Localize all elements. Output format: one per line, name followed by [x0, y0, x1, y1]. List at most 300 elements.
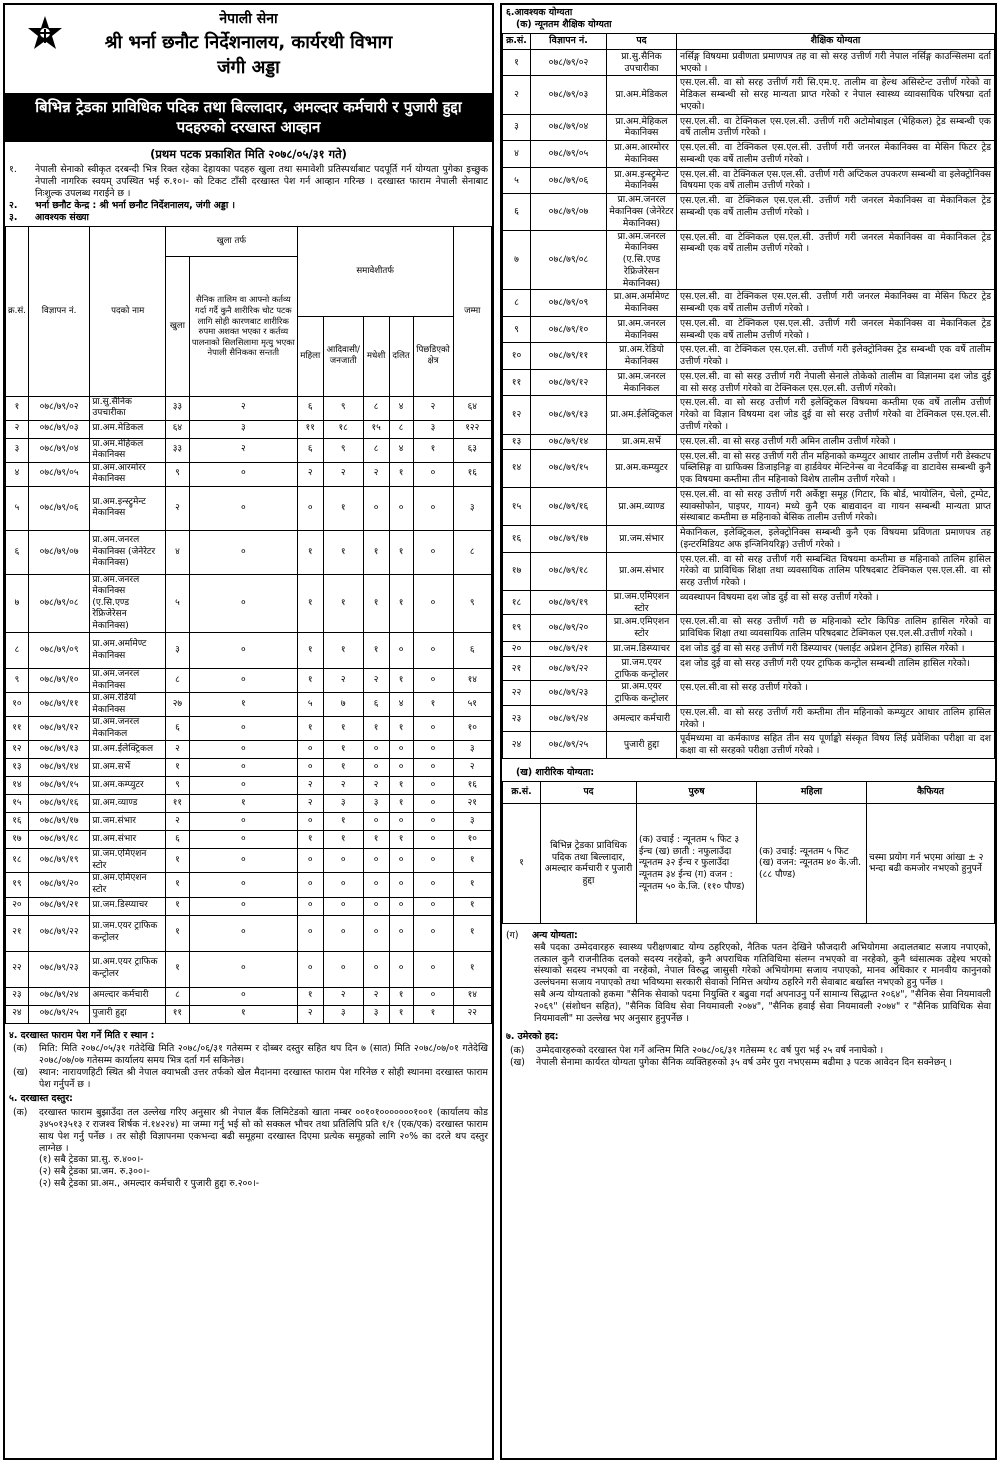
- post-cell: प्रा.अम.आरमोरर मेकानिक्स: [90, 462, 166, 486]
- item-text: दरखास्त फाराम बुझाउँदा तल उल्लेख गरिए अनुसार श्री नेपाल बैंक लिमिटेडको खाता नम्बर ००१०१०००००००१००१ (कार्यालय कोड ३४५०१३५१३ र राजश्व शिर्षक नं.१४२२४) मा जम्मा गर्नु भई सो को सक्कल भौचर तथा प्रतिलिपि प्रति १/१ (एक/एक) दरखास्त फाराम साथ पेश गर्नु पर्नेछ । तर सोही विज्ञापनमा एकभन्दा बढी समूहमा दरखास्त दिएमा प्रत्येक समूहको लागि २०% का दरले थप दस्तुर लाग्नेछ ।: [39, 1106, 488, 1154]
- martyr-cell: ०: [189, 987, 297, 1005]
- col-female: महिला: [757, 781, 867, 803]
- post-cell: पुजारी हुद्दा: [607, 732, 677, 759]
- sn-cell: १४: [6, 777, 29, 795]
- backward-cell: १: [413, 1005, 453, 1023]
- qualification-cell: एस.एल.सी.वा सो सरह उत्तीर्ण गरी छ महिनाको स्टोर किपिङ तालिम हासिल गरेको वा प्राविधिक शिक्षा तथा व्यवसायिक तालिम परिषदबाट टेक्निकल एस.एल.सी.उत्तीर्ण गरेको ।: [677, 615, 995, 642]
- col-qualification: शैक्षिक योग्यता: [677, 33, 995, 49]
- sn-cell: १६: [503, 526, 531, 553]
- adibasi-cell: २: [323, 462, 363, 486]
- backward-cell: ०: [413, 915, 453, 951]
- section-6-title: ६.आवश्यक योग्यता: [506, 7, 573, 18]
- item-text: (२) सबै ट्रेडका प्रा.अम., अमल्दार कर्मचारी र पुजारी हुद्दा रु.२००।-: [39, 1178, 260, 1190]
- fee-item-2: [5, 1166, 492, 1178]
- intro-item-3: [5, 212, 492, 224]
- item-number: (ग): [506, 929, 519, 941]
- total-cell: ६: [453, 633, 492, 669]
- dalit-cell: ४: [389, 396, 413, 420]
- adibasi-cell: १: [323, 759, 363, 777]
- madhesi-cell: २: [363, 987, 389, 1005]
- open-cell: ६: [165, 831, 189, 849]
- adv-cell: ०७८/७९/१८: [28, 831, 89, 849]
- total-cell: १२२: [453, 420, 492, 438]
- martyr-cell: ०: [189, 777, 297, 795]
- dalit-cell: १: [389, 1005, 413, 1023]
- dalit-cell: १: [389, 717, 413, 741]
- other-text-2: [502, 989, 995, 1025]
- sn-cell: २०: [6, 897, 29, 915]
- women-cell: ११: [297, 420, 323, 438]
- item-text: उम्मेदवारहरुको दरखास्त पेश गर्ने अन्तिम मिति २०७८/०६/३१ गतेसम्म १८ वर्ष पुरा भई २५ वर्ष ननाघेको ।: [536, 1044, 884, 1056]
- table-row: [6, 951, 492, 987]
- table-row: [503, 194, 995, 230]
- qualification-cell: एस.एल.सी. वा सो सरह उत्तीर्ण गरी सि.एम.ए. तालीम वा हेल्थ असिस्टेन्ट उत्तीर्ण गरेको वा मेडिकल सम्बन्धी सो सरह मान्यता प्राप्त गरेको र नेपाल स्वास्थ्य व्यावसायिक परिषद्मा दर्ता भएको।: [677, 76, 995, 114]
- col-adv: विज्ञापन नं.: [28, 226, 89, 396]
- item-text: (१) सबै ट्रेडका प्रा.सु. रु.४००।-: [39, 1154, 144, 1166]
- post-cell: प्रा.जम.संभार: [90, 813, 166, 831]
- madhesi-cell: १: [363, 530, 389, 574]
- martyr-cell: ०: [189, 530, 297, 574]
- col-backward: पिछडिएको क्षेत्र: [413, 316, 453, 396]
- table-row: [503, 590, 995, 615]
- backward-cell: ०: [413, 813, 453, 831]
- sn-cell: १२: [503, 396, 531, 434]
- item-number: (ख): [13, 1067, 28, 1079]
- adv-cell: ०७८/७९/२४: [28, 987, 89, 1005]
- adibasi-cell: ९: [323, 396, 363, 420]
- item-text: स्थान: नारायणहिटी स्थित श्री नेपाल क्याभल्री उत्तर तर्फको खेल मैदानमा दरखास्त फाराम पेश गरिनेछ र सोही स्थानमा दरखास्त फाराम पेश गर्नुपर्ने छ ।: [39, 1067, 488, 1091]
- dalit-cell: ०: [389, 741, 413, 759]
- fee-item-3: [5, 1178, 492, 1190]
- table-row: [6, 813, 492, 831]
- martyr-cell: ०: [189, 486, 297, 530]
- madhesi-cell: २: [363, 669, 389, 693]
- open-cell: ६४: [165, 420, 189, 438]
- col-remark: कैफियत: [867, 781, 995, 803]
- dept-name: श्री भर्ना छनौट निर्देशनालय, कार्यरथी विभाग: [104, 31, 393, 53]
- table-row: [6, 633, 492, 669]
- qualification-body: [503, 49, 995, 758]
- women-cell: ६: [297, 438, 323, 462]
- backward-cell: ०: [413, 574, 453, 633]
- sn-cell: १९: [6, 873, 29, 897]
- item-text: सबै अन्य योग्यताको हकमा "सैनिक सेवाको पदमा नियुक्ति र बढुवा गर्दा अपनाउनु पर्ने सामान्य सिद्धान्त २०६४", "सैनिक सेवा नियमावली २०६९" (संशोधन सहित), "सैनिक विविध सेवा नियमावली २०७४", "सैनिक हवाई सेवा नियमावली २०७४" र "सैनिक प्राविधिक सेवा नियमावली" मा उल्लेख भए अनुसार हुनुपर्नेछ ।: [534, 989, 991, 1025]
- sn-cell: ९: [503, 316, 531, 343]
- total-cell: ३: [453, 813, 492, 831]
- madhesi-cell: ८: [363, 438, 389, 462]
- post-cell: प्रा.सु.सैनिक उपचारीका: [90, 396, 166, 420]
- section-5-item-a: [5, 1107, 492, 1155]
- adv-cell: ०७८/७९/०४: [531, 114, 607, 141]
- col-post: पद: [541, 781, 637, 803]
- table-row: [503, 732, 995, 759]
- post-cell: प्रा.अम.एमिएशन स्टोर: [607, 615, 677, 642]
- backward-cell: ०: [413, 530, 453, 574]
- backward-cell: २: [413, 396, 453, 420]
- adv-cell: ०७८/७९/२२: [28, 915, 89, 951]
- qualification-cell: एस.एल.सी. वा टेक्निकल एस.एल.सी. उत्तीर्ण गरी अटोमोबाइल (भेहिकल) ट्रेड सम्बन्धी एक वर्षे तालीम उत्तीर्ण गरेको ।: [677, 114, 995, 141]
- sn-cell: १५: [6, 795, 29, 813]
- madhesi-cell: ०: [363, 486, 389, 530]
- dalit-cell: ४: [389, 693, 413, 717]
- madhesi-cell: ०: [363, 813, 389, 831]
- left-column: [3, 3, 494, 1460]
- item-text: मिति: मिति २०७८/०५/३१ गतेदेखि मिति २०७८/०६/३१ गतेसम्म र दोब्बर दस्तुर सहित थप दिन ७ (सात) मिति २०७८/०७/०१ गतेदेखि २०७८/०७/०७ गतेसम्म कार्यालय समय भित्र दर्ता गर्न सकिनेछ।: [39, 1043, 488, 1067]
- women-cell: ६: [297, 396, 323, 420]
- adv-cell: ०७८/७९/१६: [28, 795, 89, 813]
- backward-cell: ०: [413, 987, 453, 1005]
- women-cell: ०: [297, 741, 323, 759]
- adibasi-cell: २: [323, 669, 363, 693]
- qualification-cell: पूर्वमध्यमा वा कर्मकाण्ड सहित तीन सय पूर्णाङ्को संस्कृत विषय लिई प्रवेशिका परीक्षा वा दश कक्षा वा सो सरहको परीक्षा उत्तीर्ण गरेको ।: [677, 732, 995, 759]
- backward-cell: ०: [413, 669, 453, 693]
- total-cell: ३: [453, 486, 492, 530]
- women-cell: ०: [297, 897, 323, 915]
- adv-cell: ०७८/७९/२३: [531, 681, 607, 706]
- backward-cell: ०: [413, 897, 453, 915]
- total-cell: २: [453, 759, 492, 777]
- qualification-cell: व्यवस्थापन विषयमा दश जोड दुई वा सो सरह उत्तीर्ण गरेको ।: [677, 590, 995, 615]
- total-cell: १६: [453, 462, 492, 486]
- backward-cell: ०: [413, 831, 453, 849]
- right-column: [500, 3, 997, 1460]
- item-number: २.: [9, 199, 18, 211]
- table-row: [503, 803, 995, 923]
- sn-cell: १६: [6, 813, 29, 831]
- section-4-item-b: [5, 1067, 492, 1091]
- adibasi-cell: ७: [323, 693, 363, 717]
- sn-cell: ३: [503, 114, 531, 141]
- sn-cell: १५: [503, 487, 531, 525]
- section-6-subtitle: (क) न्यूनतम शैक्षिक योग्यता: [516, 18, 612, 30]
- fee-item-1: [5, 1154, 492, 1166]
- adv-cell: ०७८/७९/१३: [28, 741, 89, 759]
- adv-cell: ०७८/७९/१७: [28, 813, 89, 831]
- madhesi-cell: ३: [363, 795, 389, 813]
- adv-cell: ०७८/७९/११: [531, 343, 607, 370]
- qualification-cell: एस.एल.सी. वा सो सरह उत्तीर्ण गरी अर्केष्ट्रा समूह (गिटार, कि बोर्ड, भायोलिन, चेलो, ट्रम्पेट, स्याक्सोफोन, पाइपर, गायन) मध्ये कुनै एक बाद्यवादन वा गायन सम्बन्धी मान्यता प्राप्त संस्थाबाट कम्तीमा छ महिनाको बेसिक तालीम उत्तीर्ण गरेको।: [677, 487, 995, 525]
- table-row: [503, 434, 995, 449]
- adv-cell: ०७८/७९/१८: [531, 552, 607, 590]
- women-cell: २: [297, 1005, 323, 1023]
- martyr-cell: ०: [189, 759, 297, 777]
- dalit-cell: ०: [389, 915, 413, 951]
- physical-title: (ख) शारीरिक योग्यता:: [516, 766, 595, 778]
- dalit-cell: ०: [389, 849, 413, 873]
- other-title: अन्य योग्यता:: [532, 929, 578, 941]
- qualification-cell: मेकानिकल, इलेक्ट्रिकल, इलेक्ट्रोनिक्स सम्बन्धी कुनै एक विषयमा प्रविणता प्रमाणपत्र तह (इन्टरमिडियट अफ इन्जिनियरिङ्ग) उत्तीर्ण गरेको ।: [677, 526, 995, 553]
- qualification-cell: नर्सिङ्ग विषयमा प्रवीणता प्रमाणपत्र तह वा सो सरह उत्तीर्ण गरी नेपाल नर्सिङ्ग काउन्सिलमा दर्ता भएको ।: [677, 49, 995, 76]
- martyr-cell: १: [189, 795, 297, 813]
- post-cell: प्रा.अम.मेहिकल मेकानिक्स: [90, 438, 166, 462]
- adv-cell: ०७८/७९/०३: [531, 76, 607, 114]
- post-cell: प्रा.अम.संभार: [607, 552, 677, 590]
- madhesi-cell: ०: [363, 951, 389, 987]
- intro-item-1: [5, 164, 492, 200]
- open-cell: ८: [165, 987, 189, 1005]
- sn-cell: ४: [6, 462, 29, 486]
- sn-cell: १८: [6, 849, 29, 873]
- adibasi-cell: १: [323, 831, 363, 849]
- total-cell: १: [453, 849, 492, 873]
- open-cell: ३: [165, 633, 189, 669]
- col-madhesi: मधेशी: [363, 316, 389, 396]
- sn-cell: १८: [503, 590, 531, 615]
- adv-cell: ०७८/७९/१९: [28, 849, 89, 873]
- adv-cell: ०७८/७९/०४: [28, 438, 89, 462]
- adibasi-cell: १: [323, 530, 363, 574]
- martyr-cell: ०: [189, 669, 297, 693]
- backward-cell: ०: [413, 777, 453, 795]
- item-number: (क): [510, 1044, 525, 1056]
- sn-cell: १३: [6, 759, 29, 777]
- adv-cell: ०७८/७९/०५: [531, 141, 607, 168]
- sn-cell: १०: [6, 693, 29, 717]
- item-number: १.: [9, 164, 17, 176]
- madhesi-cell: ०: [363, 759, 389, 777]
- open-cell: २: [165, 813, 189, 831]
- backward-cell: ०: [413, 633, 453, 669]
- qualification-cell: एस.एल.सी. वा टेक्निकल एस.एल.सी. उत्तीर्ण गरी अप्टिकल उपकरण सम्बन्धी वा इलेक्ट्रोनिक्स विषयमा एक वर्षे तालीम उत्तीर्ण गरेको ।: [677, 167, 995, 194]
- table-row: [6, 420, 492, 438]
- women-cell: ०: [297, 873, 323, 897]
- section-5-title: ५. दरखास्त दस्तुर:: [9, 1092, 73, 1104]
- post-cell: प्रा.अम.संभार: [90, 831, 166, 849]
- madhesi-cell: १: [363, 633, 389, 669]
- item-text: नेपाली सेनाको स्वीकृत दरबन्दी भित्र रिक्त रहेका देहायका पदहरु खुला तथा समावेशी प्रतिस्पर्धाबाट पदपूर्ति गर्न योग्यता पुगेका इच्छुक नेपाली नागरिक स्वयम् उपस्थित भई रु.१०।- को टिकट टाँसी दरखास्त पेश गर्न आव्हान गरिन्छ । दरखास्त फाराम नेपाली सेनाबाट निःशुल्क उपलब्ध गराईने छ ।: [35, 164, 488, 199]
- table-row: [6, 795, 492, 813]
- post-cell: प्रा.अम.जनरल मेकानिक्स: [90, 669, 166, 693]
- madhesi-cell: १: [363, 574, 389, 633]
- total-cell: १०: [453, 717, 492, 741]
- table-row: [6, 915, 492, 951]
- sn-cell: २२: [503, 681, 531, 706]
- qualification-cell: एस.एल.सी. वा सो सरह उत्तीर्ण गरी कम्तीमा तीन महिनाको कम्प्युटर आधार तालिम हासिल गरेको ।: [677, 705, 995, 732]
- women-cell: १: [297, 530, 323, 574]
- adv-cell: ०७८/७९/०३: [28, 420, 89, 438]
- post-cell: प्रा.अम.मेहिकल मेकानिक्स: [607, 114, 677, 141]
- post-cell: प्रा.जम.एयर ट्राफिक कन्ट्रोलर: [607, 656, 677, 681]
- post-cell: प्रा.अम.अर्मामेण्ट मेकानिक्स: [90, 633, 166, 669]
- table-row: [503, 642, 995, 657]
- item-number: ३.: [9, 211, 18, 223]
- post-cell: प्रा.जम.एमिएशन स्टोर: [90, 849, 166, 873]
- open-cell: ५: [165, 574, 189, 633]
- qualification-cell: एस.एल.सी.वा सो सरह उत्तीर्ण गरेको ।: [677, 681, 995, 706]
- martyr-cell: २: [189, 438, 297, 462]
- women-cell: ०: [297, 951, 323, 987]
- post-cell: बिभिन्न ट्रेडका प्राविधिक पदिक तथा बिल्लादार, अमल्दार कर्मचारी र पुजारी हुद्दा: [541, 803, 637, 923]
- dalit-cell: १: [389, 831, 413, 849]
- post-cell: प्रा.अम.मेडिकल: [90, 420, 166, 438]
- sn-cell: ११: [503, 369, 531, 396]
- women-cell: ०: [297, 915, 323, 951]
- adv-cell: ०७८/७९/१०: [531, 316, 607, 343]
- sn-cell: ५: [503, 167, 531, 194]
- madhesi-cell: १: [363, 831, 389, 849]
- post-cell: प्रा.सु.सैनिक उपचारीका: [607, 49, 677, 76]
- sn-cell: ८: [6, 633, 29, 669]
- post-cell: प्रा.अम.व्याण्ड: [90, 795, 166, 813]
- madhesi-cell: ०: [363, 849, 389, 873]
- sn-cell: २१: [503, 656, 531, 681]
- col-adv: विज्ञापन नं.: [531, 33, 607, 49]
- madhesi-cell: १: [363, 717, 389, 741]
- table-row: [503, 656, 995, 681]
- adv-cell: ०७८/७९/१०: [28, 669, 89, 693]
- qualification-cell: एस.एल.सी. वा सो सरह उत्तीर्ण गरी सम्बन्धित विषयमा कम्तीमा छ महिनाको तालिम हासिल गरेको वा प्राविधिक शिक्षा तथा व्यवसायिक तालिम परिषदबाट टेक्निकल एस.एल.सी. वा सो सरह उत्तीर्ण गरेको ।: [677, 552, 995, 590]
- post-cell: प्रा.अम.ईलेक्ट्रिकल: [90, 741, 166, 759]
- sn-cell: १९: [503, 615, 531, 642]
- dalit-cell: १: [389, 777, 413, 795]
- post-cell: प्रा.अम.जनरल मेकानिक्स (जेनेरेटर मेकानिक्स): [607, 194, 677, 230]
- adv-cell: ०७८/७९/११: [28, 693, 89, 717]
- adv-cell: ०७८/७९/०६: [531, 167, 607, 194]
- total-cell: ८: [453, 530, 492, 574]
- table-row: [503, 449, 995, 487]
- qualification-cell: एस.एल.सी. वा सो सरह उत्तीर्ण गरी तीन महिनाको कम्प्युटर आधार तालीम उत्तीर्ण गरी डेस्कटप पब्लिसिङ्ग वा ग्राफिक्स डिजाइनिङ्ग वा हार्डवेयर मेन्टिनेन्स वा नेटवर्किङ्ग वा डाटावेस सम्बन्धी कुनै एक विषयमा कम्तीमा तीन महिनाको विशेष तालीम उत्तीर्ण गरेको ।: [677, 449, 995, 487]
- adv-cell: ०७८/७९/२२: [531, 656, 607, 681]
- dalit-cell: ०: [389, 897, 413, 915]
- table-row: [6, 777, 492, 795]
- qualification-cell: दश जोड दुई वा सो सरह उत्तीर्ण गरी एयर ट्राफिक कन्ट्रोल सम्बन्धी तालिम हासिल गरेको।: [677, 656, 995, 681]
- adv-cell: ०७८/७९/१९: [531, 590, 607, 615]
- open-cell: १: [165, 759, 189, 777]
- sn-cell: २: [6, 420, 29, 438]
- adv-cell: ०७८/७९/२०: [28, 873, 89, 897]
- dalit-cell: १: [389, 530, 413, 574]
- table-row: [6, 987, 492, 1005]
- col-martyr: सैनिक तालिम वा आफ्नो कर्तव्य गर्दा गर्दै कुनै शारीरिक चोट पटक लागि सोही कारणबाट शारीरिक रुपमा अशक्त भएका र कर्तव्य पालनाको सिलसिलामा मृत्यु भएका नेपाली सैनिकका सन्तती: [189, 256, 297, 396]
- total-cell: १६: [453, 777, 492, 795]
- sn-cell: २३: [6, 987, 29, 1005]
- open-cell: १: [165, 951, 189, 987]
- post-cell: प्रा.अम.एमिएशन स्टोर: [90, 873, 166, 897]
- other-text-1: [502, 942, 995, 990]
- sn-cell: १४: [503, 449, 531, 487]
- total-cell: १०: [453, 831, 492, 849]
- women-cell: १: [297, 717, 323, 741]
- dalit-cell: १: [389, 669, 413, 693]
- table-row: [6, 873, 492, 897]
- sn-cell: २: [503, 76, 531, 114]
- adv-cell: ०७८/७९/२१: [531, 642, 607, 657]
- women-cell: ०: [297, 849, 323, 873]
- notice-title-banner: बिभिन्न ट्रेडका प्राविधिक पदिक तथा बिल्लादार, अमल्दार कर्मचारी र पुजारी हुद्दा पदहरुको दरखास्त आव्हान: [5, 93, 492, 142]
- adv-cell: ०७८/७९/०७: [28, 530, 89, 574]
- open-cell: ३३: [165, 396, 189, 420]
- dalit-cell: ४: [389, 438, 413, 462]
- sn-cell: १२: [6, 741, 29, 759]
- madhesi-cell: १५: [363, 420, 389, 438]
- post-cell: प्रा.अम.इन्स्ट्रुमेन्ट मेकानिक्स: [90, 486, 166, 530]
- table-row: [6, 741, 492, 759]
- open-cell: २: [165, 486, 189, 530]
- post-cell: प्रा.अम.व्याण्ड: [607, 487, 677, 525]
- open-cell: ११: [165, 795, 189, 813]
- table-row: [6, 438, 492, 462]
- martyr-cell: ०: [189, 831, 297, 849]
- table-row: [503, 552, 995, 590]
- madhesi-cell: ८: [363, 396, 389, 420]
- sn-cell: १: [6, 396, 29, 420]
- adv-cell: ०७८/७९/०२: [531, 49, 607, 76]
- section-4-item-a: [5, 1043, 492, 1067]
- table-row: [6, 669, 492, 693]
- section-7-title: ७. उमेरको हद:: [506, 1030, 559, 1042]
- dalit-cell: ०: [389, 486, 413, 530]
- total-cell: २१: [453, 795, 492, 813]
- post-cell: प्रा.अम.जनरल मेकानिकल: [607, 369, 677, 396]
- adibasi-cell: ९: [323, 438, 363, 462]
- backward-cell: ०: [413, 759, 453, 777]
- madhesi-cell: ०: [363, 897, 389, 915]
- item-text: आवश्यक संख्या: [35, 211, 89, 223]
- sn-cell: १७: [6, 831, 29, 849]
- adibasi-cell: १: [323, 813, 363, 831]
- adibasi-cell: २: [323, 987, 363, 1005]
- adv-cell: ०७८/७९/२५: [28, 1005, 89, 1023]
- madhesi-cell: ०: [363, 741, 389, 759]
- col-dalit: दलित: [389, 316, 413, 396]
- sn-cell: ५: [6, 486, 29, 530]
- sn-cell: १०: [503, 343, 531, 370]
- remark-cell: चस्मा प्रयोग गर्न भएमा आंखा ± २ भन्दा बढी कमजोर नभएको हुनुपर्ने: [867, 803, 995, 923]
- table-row: [503, 167, 995, 194]
- backward-cell: ०: [413, 486, 453, 530]
- total-cell: ६४: [453, 396, 492, 420]
- table-row: [6, 530, 492, 574]
- adibasi-cell: ०: [323, 849, 363, 873]
- adibasi-cell: १: [323, 717, 363, 741]
- age-item-a: [502, 1045, 995, 1057]
- male-cell: (क) उचाई : न्यूनतम ५ फिट ३ ईन्च (ख) छाती : नफुलाउँदा न्यूनतम ३२ ईन्च र फुलाउँदा न्यूनतम ३४ ईन्च (ग) वजन : न्यूनतम ५० के.जि. (११० पौण्ड): [637, 803, 757, 923]
- women-cell: १: [297, 633, 323, 669]
- col-male: पुरुष: [637, 781, 757, 803]
- dalit-cell: ०: [389, 813, 413, 831]
- open-cell: २: [165, 741, 189, 759]
- adibasi-cell: ०: [323, 897, 363, 915]
- post-cell: प्रा.अम.इन्स्ट्रुमेन्ट मेकानिक्स: [607, 167, 677, 194]
- women-cell: २: [297, 795, 323, 813]
- adv-cell: ०७८/७९/१३: [531, 396, 607, 434]
- table-row: [6, 396, 492, 420]
- martyr-cell: ०: [189, 915, 297, 951]
- table-row: [6, 759, 492, 777]
- adibasi-cell: १८: [323, 420, 363, 438]
- female-cell: (क) उचाई: न्यूनतम ५ फिट (ख) वजन: न्यूनतम ४० के.जी. (८८ पौण्ड): [757, 803, 867, 923]
- col-post: पदको नाम: [90, 226, 166, 396]
- section-4-title: ४. दरखास्त फाराम पेश गर्ने मिति र स्थान :: [9, 1029, 155, 1041]
- martyr-cell: १: [189, 1005, 297, 1023]
- sn-cell: २२: [6, 951, 29, 987]
- backward-cell: ०: [413, 741, 453, 759]
- army-emblem-icon: [25, 15, 65, 55]
- women-cell: ५: [297, 693, 323, 717]
- post-cell: प्रा.अम.अर्मामेण्ट मेकानिक्स: [607, 290, 677, 317]
- total-cell: १४: [453, 669, 492, 693]
- total-cell: १: [453, 951, 492, 987]
- women-cell: १: [297, 574, 323, 633]
- table-row: [503, 705, 995, 732]
- required-number-body: [6, 396, 492, 1023]
- qualification-cell: एस.एल.सी. वा टेक्निकल एस.एल.सी. उत्तीर्ण गरी जनरल मेकानिक्स वा मेकानिकल ट्रेड सम्बन्धी एक वर्षे तालीम उत्तीर्ण गरेको ।: [677, 316, 995, 343]
- women-cell: २: [297, 777, 323, 795]
- required-number-table: [5, 226, 492, 1024]
- total-cell: ९: [453, 574, 492, 633]
- sn-cell: १३: [503, 434, 531, 449]
- qualification-cell: एस.एल.सी. वा टेक्निकल एस.एल.सी. उत्तीर्ण गरी जनरल मेकानिक्स वा मेकानिकल ट्रेड सम्बन्धी एक वर्षे तालीम उत्तीर्ण गरेको ।: [677, 230, 995, 290]
